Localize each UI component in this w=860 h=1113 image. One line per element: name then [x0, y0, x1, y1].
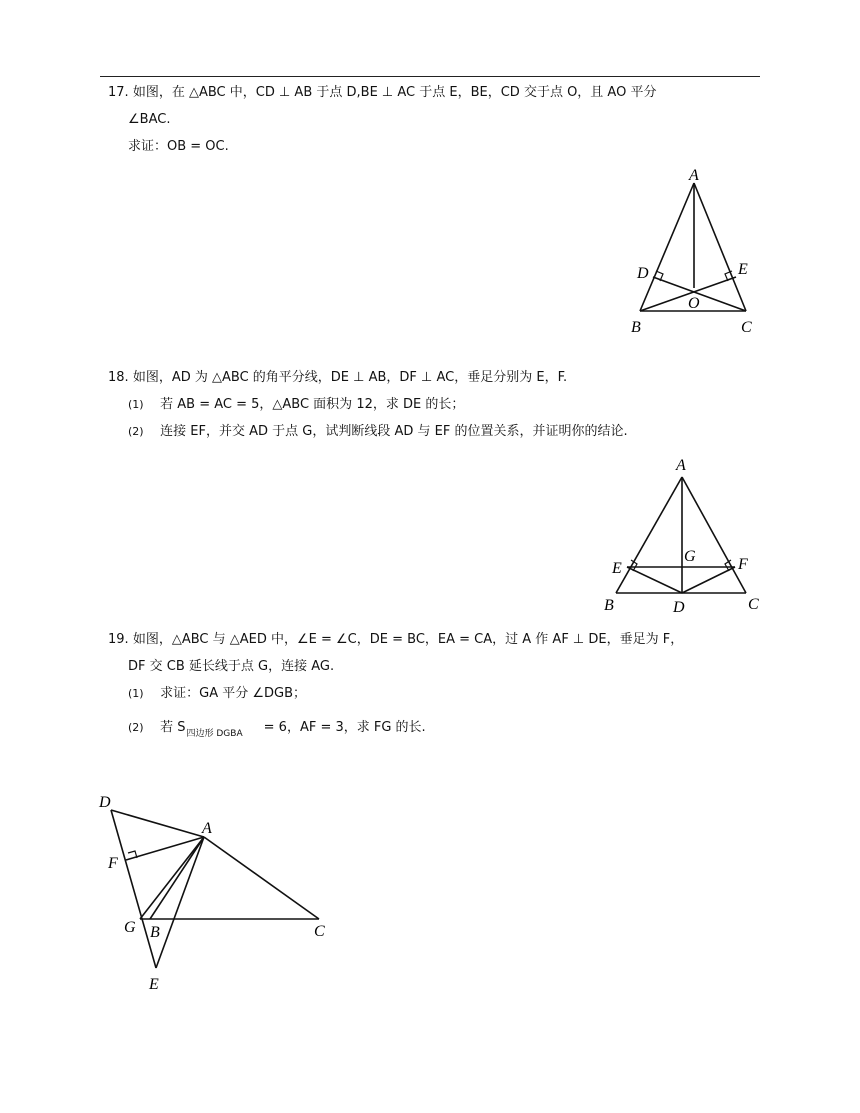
p19-label-b: B [150, 924, 160, 941]
p18-part-1 [128, 396, 464, 414]
p17-number: 17. [108, 85, 129, 100]
p18-segment-df [682, 567, 735, 593]
p18-side-ab [616, 477, 682, 593]
p18-part-2-text: 连接 EF，并交 AD 于点 G，试判断线段 AD 与 EF 的位置关系，并证明你的结论. [160, 424, 628, 439]
p17-side-ac [694, 183, 746, 311]
p19-segment-ae [156, 837, 204, 968]
p18-label-d: D [673, 599, 685, 616]
p19-line-1 [108, 631, 683, 649]
p19-part-2-text-after: = 6，AF = 3，求 FG 的长. [259, 720, 426, 735]
p18-part-1-num: (1) [128, 398, 144, 411]
p19-label-e: E [149, 976, 159, 993]
p17-label-o: O [688, 295, 700, 312]
p19-part-2 [128, 719, 426, 737]
p18-label-f: F [738, 556, 748, 573]
p19-segment-da [111, 810, 204, 837]
p17-label-a: A [689, 167, 699, 184]
p19-part-1 [128, 685, 306, 703]
p17-line-3: 求证：OB = OC. [128, 139, 229, 154]
p18-number: 18. [108, 370, 129, 385]
p19-number: 19. [108, 632, 129, 647]
p19-part-2-num: (2) [128, 721, 144, 734]
p18-label-g: G [684, 548, 696, 565]
p17-label-d: D [637, 265, 649, 282]
p19-label-c: C [314, 923, 325, 940]
p17-line-2: ∠BAC. [128, 112, 171, 127]
p19-segment-ac [204, 837, 319, 919]
p17-label-e: E [738, 261, 748, 278]
p17-figure [620, 160, 770, 340]
p19-line-2: DF 交 CB 延长线于点 G，连接 AG. [128, 659, 335, 674]
p19-part-1-num: (1) [128, 687, 144, 700]
p19-segment-af [126, 837, 204, 860]
p17-label-b: B [631, 319, 641, 336]
p19-text-1: 如图，△ABC 与 △AED 中，∠E = ∠C，DE = BC，EA = CA，过 A 作 AF ⊥ DE，垂足为 F， [132, 632, 684, 647]
p19-label-g: G [124, 919, 136, 936]
p18-part-2-num: (2) [128, 425, 144, 438]
p17-label-c: C [741, 319, 752, 336]
p18-figure [598, 452, 773, 617]
p19-part-2-subscript: 四边形 DGBA [186, 729, 243, 739]
p18-label-e: E [612, 560, 622, 577]
p19-label-f: F [108, 855, 118, 872]
p18-label-b: B [604, 597, 614, 614]
p19-segment-de [111, 810, 156, 968]
p19-part-1-text: 求证：GA 平分 ∠DGB； [160, 686, 307, 701]
p19-segment-ag [140, 837, 204, 919]
top-rule [100, 76, 760, 77]
p18-line-1 [108, 369, 567, 387]
p18-label-a: A [676, 457, 686, 474]
p19-label-d: D [99, 794, 111, 811]
p18-part-1-text: 若 AB = AC = 5，△ABC 面积为 12，求 DE 的长； [160, 397, 465, 412]
p19-segment-ab [150, 837, 204, 919]
p19-label-a: A [202, 820, 212, 837]
p19-part-2-text-before: 若 S [160, 720, 186, 735]
p18-text-1: 如图，AD 为 △ABC 的角平分线，DE ⊥ AB，DF ⊥ AC，垂足分别为 E，F. [132, 370, 568, 385]
p18-part-2 [128, 423, 628, 441]
p17-line-1 [108, 84, 656, 102]
p18-segment-de [627, 567, 682, 593]
p18-label-c: C [748, 596, 759, 613]
p19-figure [90, 790, 340, 1000]
p17-text-1: 如图，在 △ABC 中，CD ⊥ AB 于点 D,BE ⊥ AC 于点 E，BE，CD 交于点 O，且 AO 平分 [132, 85, 657, 100]
p18-side-ac [682, 477, 746, 593]
p17-side-ab [640, 183, 694, 311]
